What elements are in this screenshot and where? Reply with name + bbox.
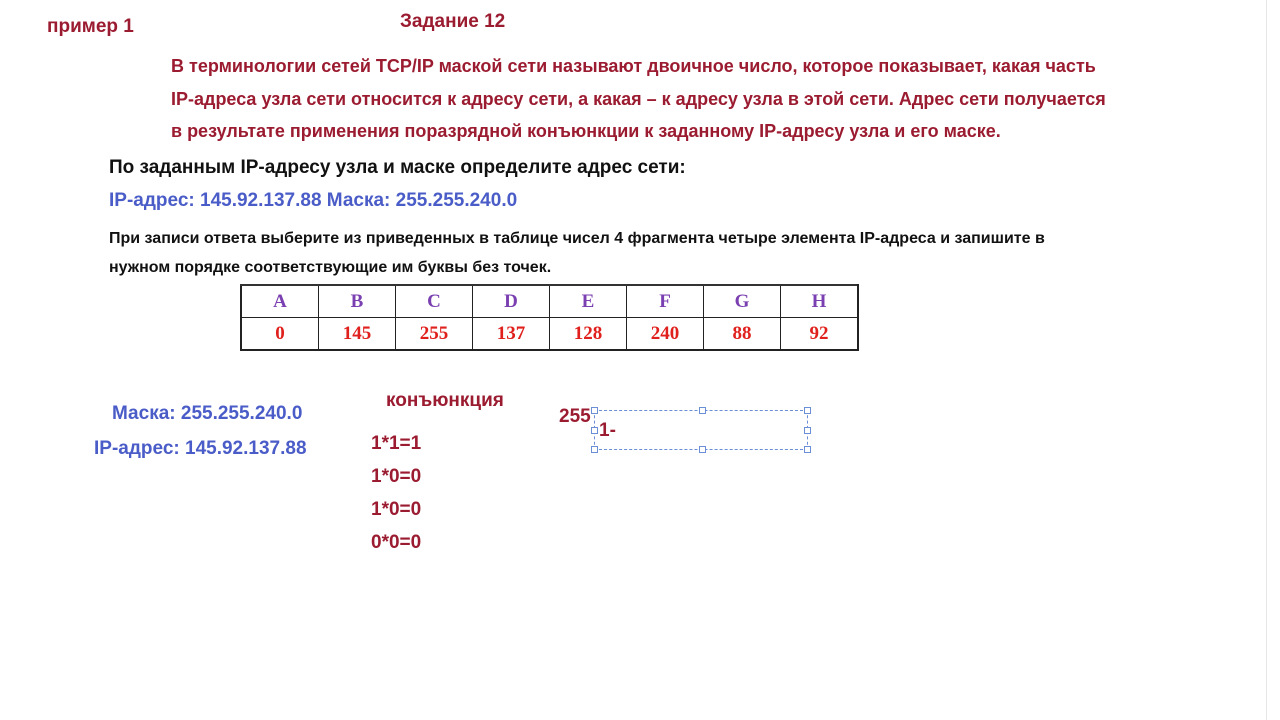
text-box-content[interactable]: 1- bbox=[599, 420, 616, 441]
table-cell-value: 128 bbox=[550, 318, 627, 351]
conjunction-rule: 1*0=0 bbox=[371, 466, 422, 487]
conjunction-rule: 1*1=1 bbox=[371, 433, 422, 454]
table-cell-letter: E bbox=[550, 285, 627, 318]
conjunction-rule: 1*0=0 bbox=[371, 499, 422, 520]
table-cell-letter: D bbox=[473, 285, 550, 318]
intro-line: IP-адреса узла сети относится к адресу сети, а какая – к адресу узла в этой сети. Адрес сети получается bbox=[171, 88, 1106, 109]
intro-line: В терминологии сетей TCP/IP маской сети называют двоичное число, которое показывает, какая часть bbox=[171, 56, 1096, 76]
conjunction-rule: 0*0=0 bbox=[371, 532, 422, 553]
task-title: Задание 12 bbox=[400, 11, 506, 32]
table-cell-letter: C bbox=[396, 285, 473, 318]
resize-handle[interactable] bbox=[591, 446, 598, 453]
table-cell-letter: H bbox=[781, 285, 859, 318]
editable-text-box[interactable] bbox=[594, 410, 808, 450]
intro-paragraph bbox=[171, 50, 1106, 148]
intro-line: в результате применения поразрядной конъюнкции к заданному IP-адресу узла и его маске. bbox=[171, 121, 1001, 141]
resize-handle[interactable] bbox=[804, 446, 811, 453]
table-cell-letter: B bbox=[319, 285, 396, 318]
fragments-table bbox=[240, 284, 859, 351]
page-edge-divider bbox=[1266, 0, 1267, 720]
table-cell-value: 145 bbox=[319, 318, 396, 351]
resize-handle[interactable] bbox=[699, 446, 706, 453]
given-values: IP-адрес: 145.92.137.88 Маска: 255.255.240.0 bbox=[109, 190, 518, 211]
resize-handle[interactable] bbox=[699, 407, 706, 414]
table-cell-value: 255 bbox=[396, 318, 473, 351]
instruction-line: При записи ответа выберите из приведенных в таблице чисел 4 фрагмента четыре элемента IP-адреса и запишите в bbox=[109, 230, 1045, 247]
table-cell-value: 240 bbox=[627, 318, 704, 351]
table-cell-letter: A bbox=[241, 285, 319, 318]
table-cell-value: 92 bbox=[781, 318, 859, 351]
instruction-text bbox=[109, 224, 1045, 282]
resize-handle[interactable] bbox=[804, 407, 811, 414]
table-cell-value: 137 bbox=[473, 318, 550, 351]
table-cell-value: 88 bbox=[704, 318, 781, 351]
instruction-line: нужном порядке соответствующие им буквы без точек. bbox=[109, 259, 552, 276]
mask-label: Маска: 255.255.240.0 bbox=[112, 403, 303, 424]
table-row-values bbox=[241, 318, 858, 351]
table-row-letters bbox=[241, 285, 858, 318]
resize-handle[interactable] bbox=[804, 427, 811, 434]
resize-handle[interactable] bbox=[591, 427, 598, 434]
example-label: пример 1 bbox=[47, 16, 134, 37]
table-cell-value: 0 bbox=[241, 318, 319, 351]
conjunction-title: конъюнкция bbox=[386, 390, 504, 411]
table-cell-letter: F bbox=[627, 285, 704, 318]
resize-handle[interactable] bbox=[591, 407, 598, 414]
table-cell-letter: G bbox=[704, 285, 781, 318]
question-text: По заданным IP-адресу узла и маске определите адрес сети: bbox=[109, 157, 686, 178]
number-label: 255 bbox=[559, 406, 591, 427]
ip-label: IP-адрес: 145.92.137.88 bbox=[94, 438, 307, 459]
